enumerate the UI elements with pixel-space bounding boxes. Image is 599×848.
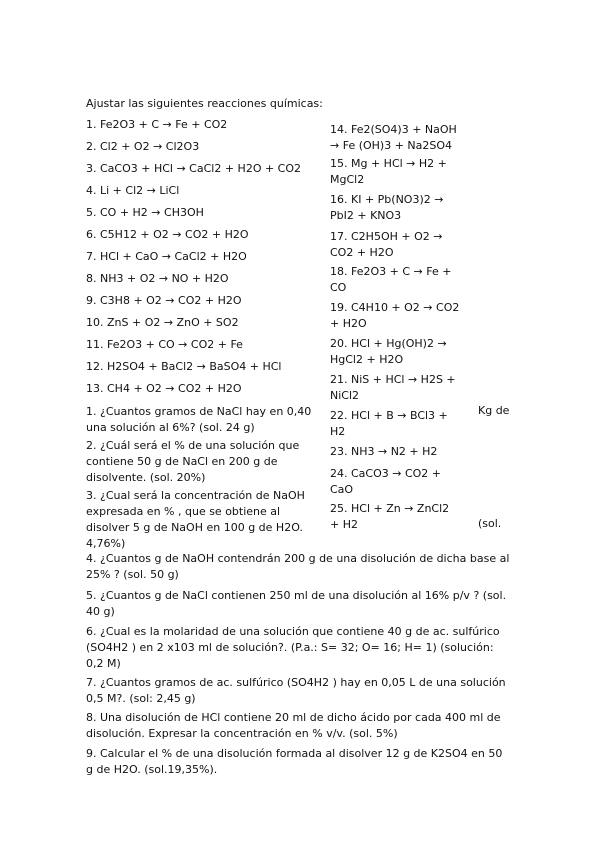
problem-1	[86, 404, 311, 436]
reaction-7: 7. HCl + CaO → CaCl2 + H2O	[86, 250, 247, 263]
reaction-14-line-2: → Fe (OH)3 + Na2SO4	[330, 139, 453, 152]
problem-2	[86, 438, 299, 486]
problem-7	[86, 675, 506, 707]
problem-9-line-1: 9. Calcular el % de una disolución formada al disolver 12 g de K2SO4 en 50	[86, 747, 503, 760]
problem-3-line-1: 3. ¿Cual será la concentración de NaOH	[86, 489, 305, 502]
reaction-23-line-1: 23. NH3 → N2 + H2	[330, 445, 438, 458]
reaction-17-line-2: CO2 + H2O	[330, 246, 394, 259]
reaction-14-line-1: 14. Fe2(SO4)3 + NaOH	[330, 123, 457, 136]
reaction-15	[330, 156, 447, 188]
reaction-8: 8. NH3 + O2 → NO + H2O	[86, 272, 229, 285]
reaction-18-line-1: 18. Fe2O3 + C → Fe +	[330, 265, 452, 278]
reaction-1: 1. Fe2O3 + C → Fe + CO2	[86, 118, 228, 131]
problem-4	[86, 551, 509, 583]
reaction-19-line-2: + H2O	[330, 317, 367, 330]
reaction-2: 2. Cl2 + O2 → Cl2O3	[86, 140, 200, 153]
reaction-21	[330, 372, 456, 404]
reaction-22	[330, 408, 448, 440]
reaction-15-line-1: 15. Mg + HCl → H2 +	[330, 157, 447, 170]
problem-6-line-2: (SO4H2 ) en 2 x103 ml de solución?. (P.a.: S= 32; O= 16; H= 1) (solución:	[86, 641, 494, 654]
reaction-20-line-2: HgCl2 + H2O	[330, 353, 404, 366]
problem-7-line-2: 0,5 M?. (sol: 2,45 g)	[86, 692, 196, 705]
problem-6-line-1: 6. ¿Cual es la molaridad de una solución que contiene 40 g de ac. sulfúrico	[86, 625, 500, 638]
reaction-19-line-1: 19. C4H10 + O2 → CO2	[330, 301, 460, 314]
reaction-25-line-1: 25. HCl + Zn → ZnCl2	[330, 502, 450, 515]
reaction-14	[330, 122, 457, 154]
problem-9-line-2: g de H2O. (sol.19,35%).	[86, 763, 218, 776]
problem-9	[86, 746, 502, 778]
reaction-15-line-2: MgCl2	[330, 173, 365, 186]
reaction-5: 5. CO + H2 → CH3OH	[86, 206, 204, 219]
reaction-16-line-1: 16. KI + Pb(NO3)2 →	[330, 193, 444, 206]
problem-3-line-3: disolver 5 g de NaOH en 100 g de H2O.	[86, 521, 303, 534]
problem-2-line-2: contiene 50 g de NaCl en 200 g de	[86, 455, 278, 468]
stray-sol-text: (sol.	[478, 517, 502, 530]
problem-2-line-1: 2. ¿Cuál será el % de una solución que	[86, 439, 300, 452]
reaction-24-line-1: 24. CaCO3 → CO2 +	[330, 467, 442, 480]
reaction-25-line-2: + H2	[330, 518, 358, 531]
reaction-3: 3. CaCO3 + HCl → CaCl2 + H2O + CO2	[86, 162, 302, 175]
reaction-18-line-2: CO	[330, 281, 347, 294]
reaction-4: 4. Li + Cl2 → LiCl	[86, 184, 180, 197]
reaction-24	[330, 466, 441, 498]
problem-4-line-2: 25% ? (sol. 50 g)	[86, 568, 179, 581]
worksheet-heading: Ajustar las siguientes reacciones químicas:	[86, 97, 323, 110]
problem-6-line-3: 0,2 M)	[86, 657, 121, 670]
problem-1-line-1: 1. ¿Cuantos gramos de NaCl hay en 0,40	[86, 405, 312, 418]
problem-4-line-1: 4. ¿Cuantos g de NaOH contendrán 200 g de una disolución de dicha base al	[86, 552, 510, 565]
problem-7-line-1: 7. ¿Cuantos gramos de ac. sulfúrico (SO4H2 ) hay en 0,05 L de una solución	[86, 676, 506, 689]
reaction-22-line-2: H2	[330, 425, 346, 438]
reaction-17	[330, 229, 442, 261]
problem-6	[86, 624, 500, 672]
reaction-18	[330, 264, 451, 296]
reaction-24-line-2: CaO	[330, 483, 354, 496]
reaction-11: 11. Fe2O3 + CO → CO2 + Fe	[86, 338, 243, 351]
problem-3-line-2: expresada en % , que se obtiene al	[86, 505, 281, 518]
reaction-19	[330, 300, 459, 332]
reaction-10: 10. ZnS + O2 → ZnO + SO2	[86, 316, 239, 329]
reaction-12: 12. H2SO4 + BaCl2 → BaSO4 + HCl	[86, 360, 282, 373]
reaction-9: 9. C3H8 + O2 → CO2 + H2O	[86, 294, 242, 307]
problem-3	[86, 488, 305, 552]
problem-8	[86, 710, 501, 742]
reaction-17-line-1: 17. C2H5OH + O2 →	[330, 230, 443, 243]
reaction-20	[330, 336, 447, 368]
reaction-25	[330, 501, 449, 533]
reaction-6: 6. C5H12 + O2 → CO2 + H2O	[86, 228, 249, 241]
stray-kg-text: Kg de	[478, 404, 510, 417]
problem-1-line-2: una solución al 6%? (sol. 24 g)	[86, 421, 255, 434]
reaction-16-line-2: PbI2 + KNO3	[330, 209, 402, 222]
reaction-23	[330, 444, 437, 460]
reaction-22-line-1: 22. HCl + B → BCl3 +	[330, 409, 448, 422]
reaction-20-line-1: 20. HCl + Hg(OH)2 →	[330, 337, 447, 350]
problem-5	[86, 588, 506, 620]
reaction-13: 13. CH4 + O2 → CO2 + H2O	[86, 382, 242, 395]
reaction-21-line-2: NiCl2	[330, 389, 360, 402]
problem-3-line-4: 4,76%)	[86, 537, 126, 550]
problem-8-line-2: disolución. Expresar la concentración en % v/v. (sol. 5%)	[86, 727, 398, 740]
problem-2-line-3: disolvente. (sol. 20%)	[86, 471, 206, 484]
problem-8-line-1: 8. Una disolución de HCl contiene 20 ml de dicho ácido por cada 400 ml de	[86, 711, 501, 724]
problem-5-line-2: 40 g)	[86, 605, 115, 618]
reaction-16	[330, 192, 443, 224]
reaction-21-line-1: 21. NiS + HCl → H2S +	[330, 373, 456, 386]
problem-5-line-1: 5. ¿Cuantos g de NaCl contienen 250 ml de una disolución al 16% p/v ? (sol.	[86, 589, 507, 602]
